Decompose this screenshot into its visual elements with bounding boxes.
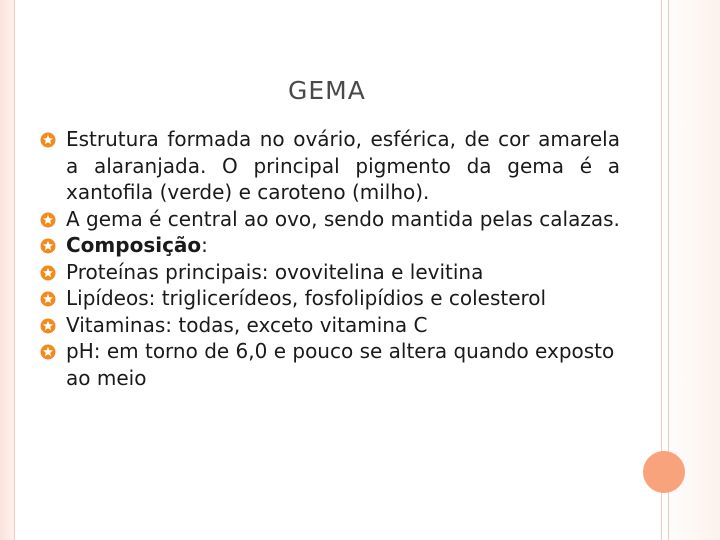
bullet-list — [40, 126, 620, 391]
slide-title: GEMA — [288, 76, 366, 105]
star-bullet-icon — [40, 318, 56, 334]
list-item-text — [66, 233, 208, 257]
list-item-text: Lipídeos: triglicerídeos, fosfolipídios e colesterol — [66, 286, 547, 310]
star-bullet-icon — [40, 344, 56, 360]
composition-label: Composição — [66, 233, 202, 257]
list-item-text: pH: em torno de 6,0 e pouco se altera quando exposto ao meio — [66, 339, 615, 390]
list-item — [40, 206, 620, 233]
star-bullet-icon — [40, 212, 56, 228]
list-item — [40, 312, 620, 339]
list-item — [40, 338, 620, 391]
left-border-band — [0, 0, 14, 540]
left-border-line — [14, 0, 15, 540]
list-item — [40, 232, 620, 259]
star-bullet-icon — [40, 291, 56, 307]
star-bullet-icon — [40, 238, 56, 254]
list-item-text: Estrutura formada no ovário, esférica, de cor amarela a alaranjada. O principal pigmento da gema é a xantofila (verde) e caroteno (milho). — [66, 127, 620, 204]
star-bullet-icon — [40, 132, 56, 148]
list-item-text: Vitaminas: todas, exceto vitamina C — [66, 312, 428, 337]
list-item — [40, 285, 620, 312]
star-bullet-icon — [40, 265, 56, 281]
decorative-circle — [643, 451, 685, 493]
list-item — [40, 259, 620, 286]
list-item — [40, 126, 620, 206]
list-item-text: A gema é central ao ovo, sendo mantida pelas calazas. — [66, 206, 620, 231]
list-item-text: Proteínas principais: ovovitelina e levitina — [66, 259, 484, 284]
composition-suffix: : — [201, 233, 208, 257]
